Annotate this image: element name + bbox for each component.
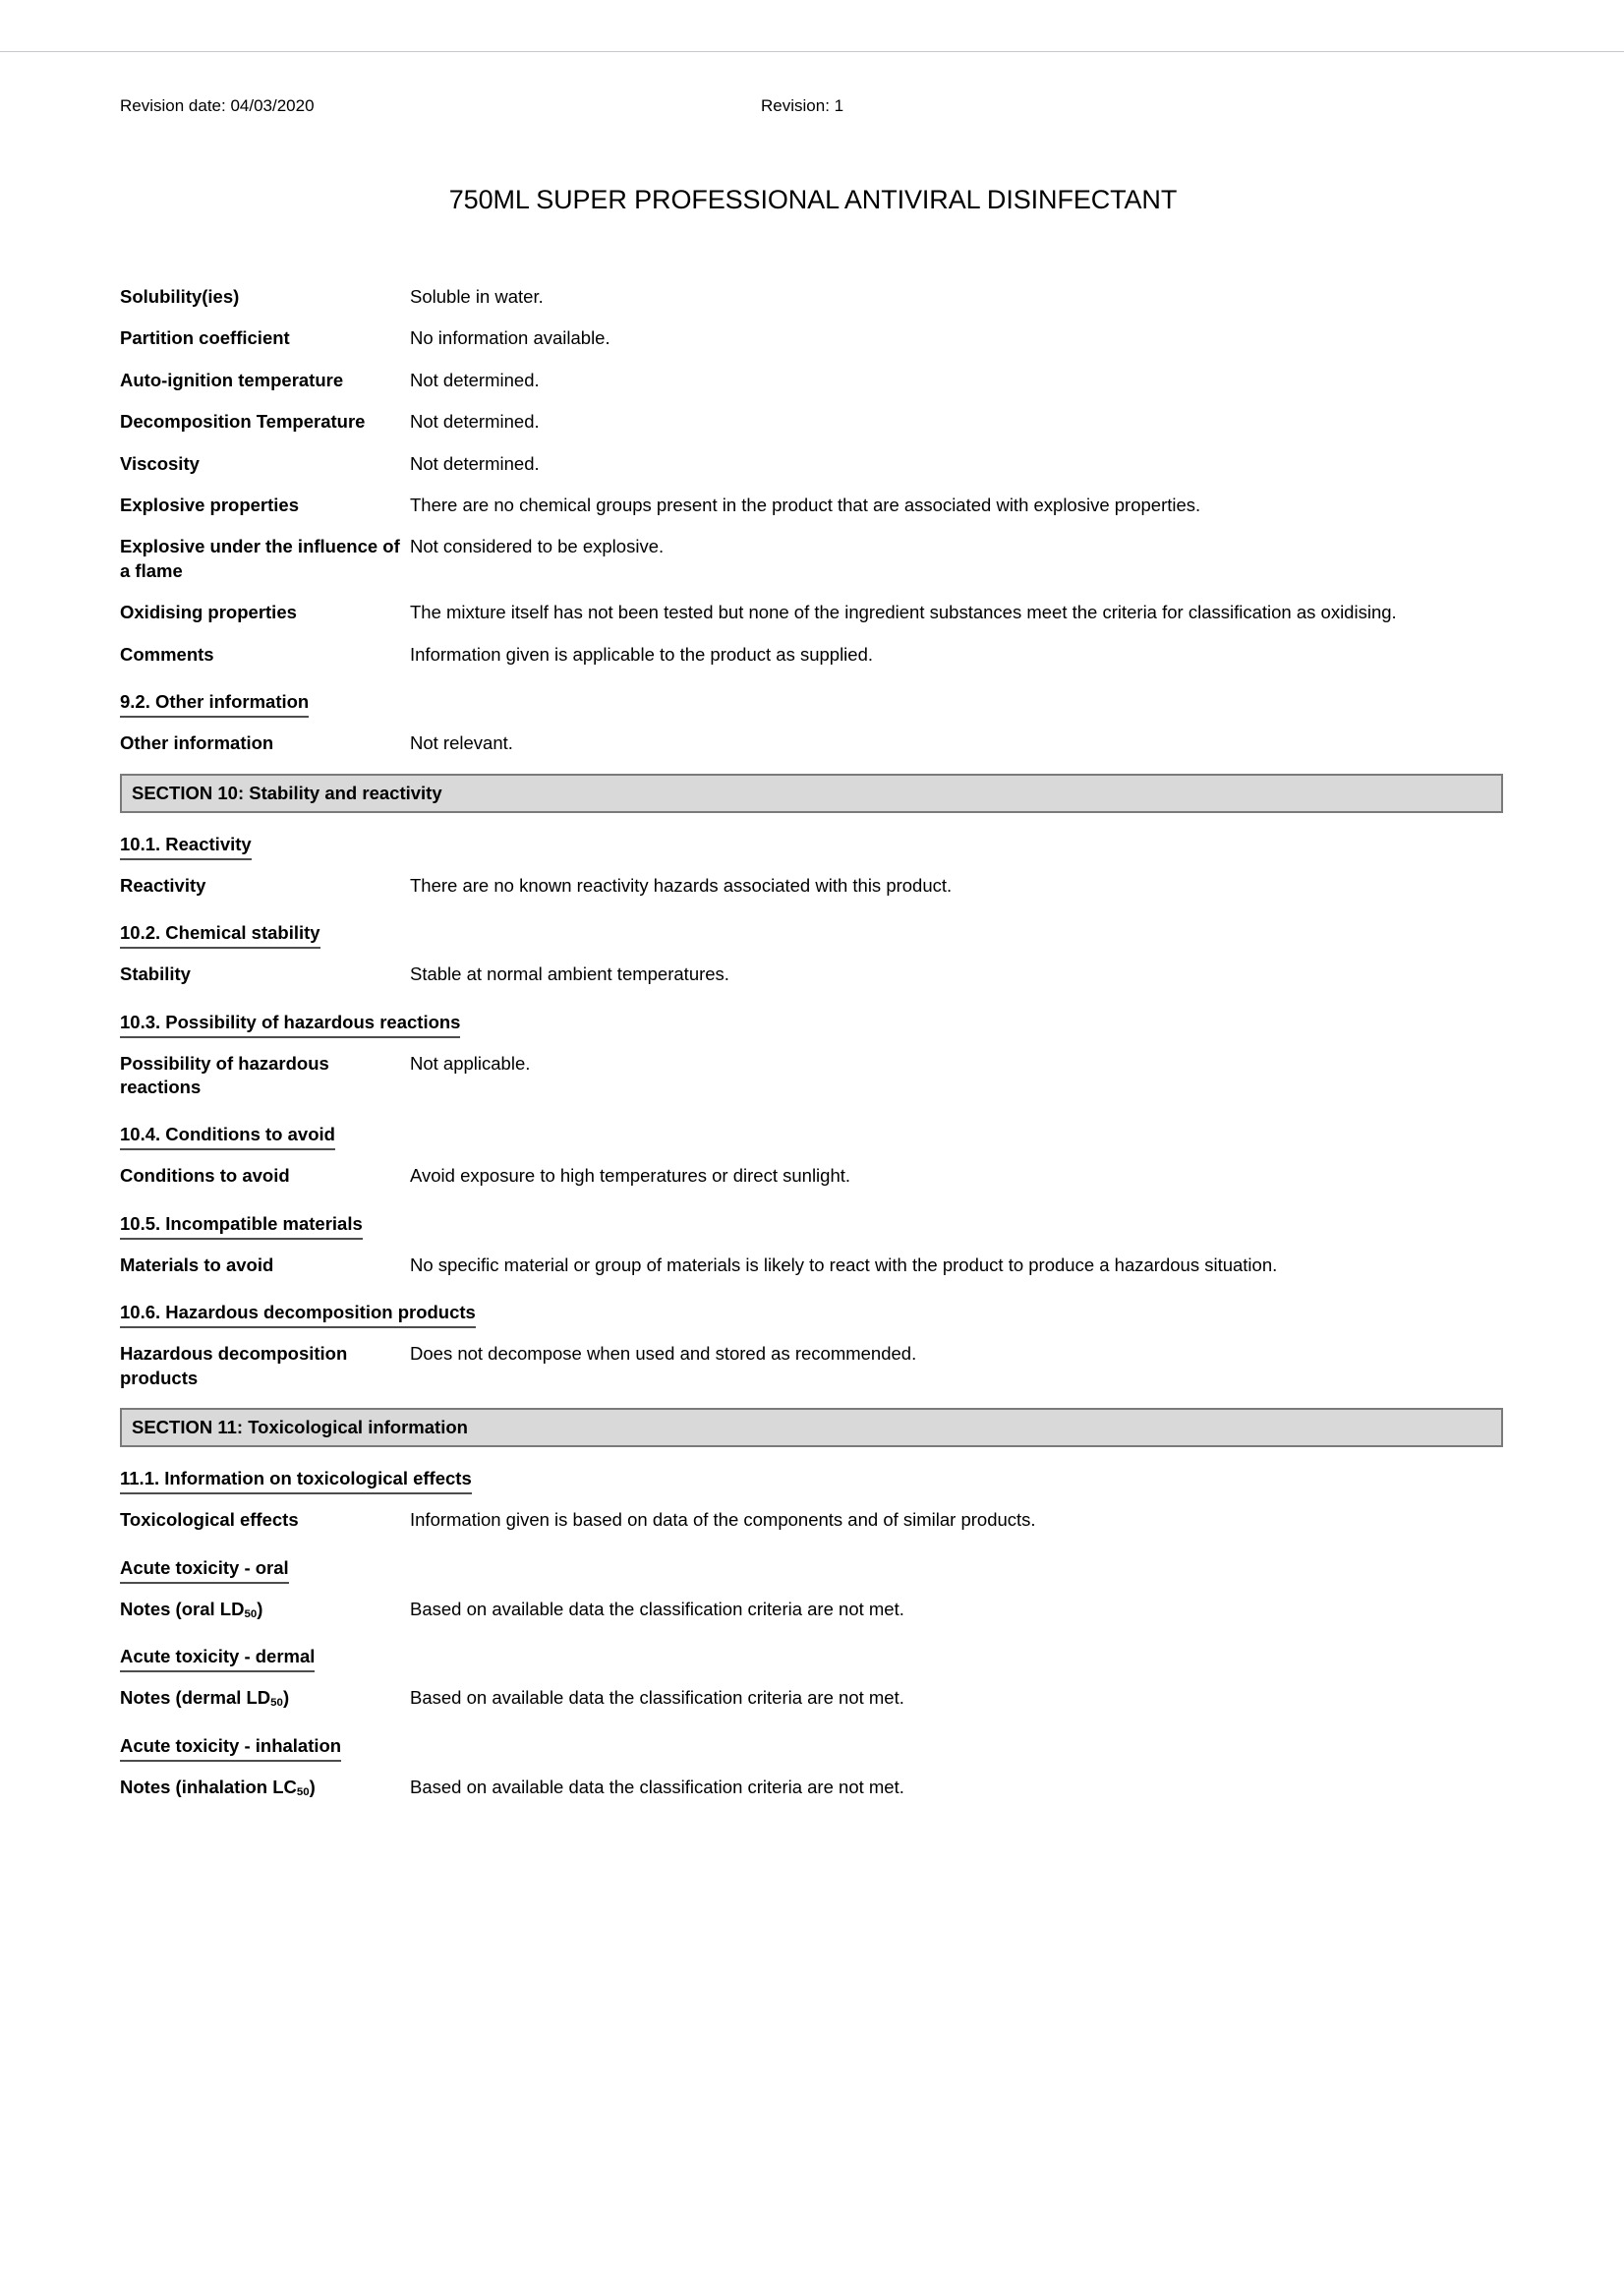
property-label: Other information [120, 732, 274, 754]
property-row [120, 285, 1506, 309]
property-label: Hazardous decomposition products [120, 1343, 348, 1388]
property-label: Reactivity [120, 874, 206, 896]
property-value: Soluble in water. [410, 286, 544, 307]
subsection-heading: Acute toxicity - oral [120, 1556, 289, 1584]
document-body [120, 285, 1506, 1817]
label-subscript: 50 [296, 1785, 310, 1798]
subsection-acute-toxicity-oral [120, 1556, 1506, 1598]
subsection-heading: 10.4. Conditions to avoid [120, 1123, 335, 1150]
property-row [120, 326, 1506, 350]
property-row [120, 643, 1506, 667]
subsection-10-1 [120, 833, 1506, 874]
property-row [120, 452, 1506, 476]
property-value: Not determined. [410, 369, 540, 390]
property-label: Decomposition Temperature [120, 411, 366, 433]
property-row [120, 1342, 1506, 1390]
property-value: Based on available data the classification criteria are not met. [410, 1687, 904, 1709]
section-header-11: SECTION 11: Toxicological information [120, 1408, 1503, 1447]
property-label: Materials to avoid [120, 1254, 274, 1275]
subsection-10-4 [120, 1123, 1506, 1164]
label-prefix: Notes (oral LD [120, 1598, 245, 1619]
label-subscript: 50 [244, 1607, 258, 1620]
subsection-acute-toxicity-inhalation [120, 1734, 1506, 1776]
revision-number: Revision: 1 [761, 96, 844, 115]
property-label [120, 1598, 410, 1621]
property-row [120, 731, 1506, 755]
subsection-heading: 9.2. Other information [120, 690, 309, 718]
property-row [120, 1598, 1506, 1621]
page-title: 750ML SUPER PROFESSIONAL ANTIVIRAL DISINFECTANT [448, 185, 1178, 214]
property-label: Auto-ignition temperature [120, 369, 344, 390]
property-value: Based on available data the classification criteria are not met. [410, 1598, 904, 1619]
property-row [120, 874, 1506, 898]
subsection-heading: 11.1. Information on toxicological effects [120, 1467, 472, 1494]
property-label: Stability [120, 963, 191, 985]
property-row [120, 1508, 1506, 1532]
subsection-heading: Acute toxicity - dermal [120, 1645, 315, 1672]
subsection-heading: 10.2. Chemical stability [120, 921, 320, 949]
label-prefix: Notes (dermal LD [120, 1687, 271, 1709]
property-value: Avoid exposure to high temperatures or direct sunlight. [410, 1165, 851, 1187]
property-label: Toxicological effects [120, 1509, 299, 1531]
property-value: Information given is applicable to the product as supplied. [410, 643, 874, 665]
subsection-10-3 [120, 1011, 1506, 1052]
subsection-heading: 10.3. Possibility of hazardous reactions [120, 1011, 460, 1038]
property-value: No information available. [410, 327, 610, 349]
property-value: No specific material or group of materials is likely to react with the product to produce a hazardous situation. [410, 1254, 1278, 1275]
property-label: Viscosity [120, 452, 200, 474]
label-subscript: 50 [270, 1697, 283, 1710]
property-label: Conditions to avoid [120, 1165, 290, 1187]
label-suffix: ) [282, 1687, 290, 1709]
label-suffix: ) [309, 1776, 316, 1797]
property-row [120, 601, 1506, 624]
property-row [120, 369, 1506, 392]
section-header-10: SECTION 10: Stability and reactivity [120, 774, 1503, 813]
property-row [120, 1164, 1506, 1188]
property-value: Not considered to be explosive. [410, 536, 665, 557]
property-row [120, 1776, 1506, 1799]
property-row [120, 494, 1506, 517]
subsection-heading: 10.6. Hazardous decomposition products [120, 1301, 476, 1328]
property-value: Stable at normal ambient temperatures. [410, 963, 729, 985]
running-header [120, 96, 1506, 118]
property-label: Explosive properties [120, 495, 299, 516]
property-row [120, 410, 1506, 434]
property-value: Based on available data the classification criteria are not met. [410, 1776, 904, 1797]
property-label [120, 1686, 410, 1710]
property-label: Explosive under the influence of a flame [120, 536, 400, 581]
property-value: The mixture itself has not been tested but none of the ingredient substances meet the criteria for classification as oxidising. [410, 602, 1397, 623]
property-label: Solubility(ies) [120, 286, 240, 307]
subsection-9-2 [120, 690, 1506, 731]
property-label: Oxidising properties [120, 602, 297, 623]
subsection-heading: 10.1. Reactivity [120, 833, 252, 860]
subsection-10-5 [120, 1212, 1506, 1254]
property-value: Does not decompose when used and stored as recommended. [410, 1343, 917, 1365]
property-value: There are no known reactivity hazards associated with this product. [410, 874, 953, 896]
property-row [120, 1254, 1506, 1277]
property-value: Not determined. [410, 411, 540, 433]
subsection-acute-toxicity-dermal [120, 1645, 1506, 1686]
label-suffix: ) [257, 1598, 263, 1619]
property-row [120, 962, 1506, 986]
property-value: Not determined. [410, 452, 540, 474]
property-value: Not relevant. [410, 732, 513, 754]
subsection-heading: Acute toxicity - inhalation [120, 1734, 341, 1762]
property-value: Information given is based on data of the components and of similar products. [410, 1509, 1036, 1531]
property-value: There are no chemical groups present in the product that are associated with explosive properties. [410, 495, 1201, 516]
property-label: Partition coefficient [120, 327, 290, 349]
property-label [120, 1776, 410, 1799]
property-label: Comments [120, 643, 214, 665]
property-label: Possibility of hazardous reactions [120, 1052, 329, 1097]
property-row [120, 1052, 1506, 1100]
subsection-heading: 10.5. Incompatible materials [120, 1212, 363, 1240]
subsection-10-6 [120, 1301, 1506, 1342]
label-prefix: Notes (inhalation LC [120, 1776, 297, 1797]
property-row [120, 535, 1506, 583]
revision-date: Revision date: 04/03/2020 [120, 96, 315, 115]
property-value: Not applicable. [410, 1052, 531, 1074]
page-top-rule [0, 51, 1624, 52]
subsection-10-2 [120, 921, 1506, 962]
property-row [120, 1686, 1506, 1710]
subsection-11-1 [120, 1467, 1506, 1508]
